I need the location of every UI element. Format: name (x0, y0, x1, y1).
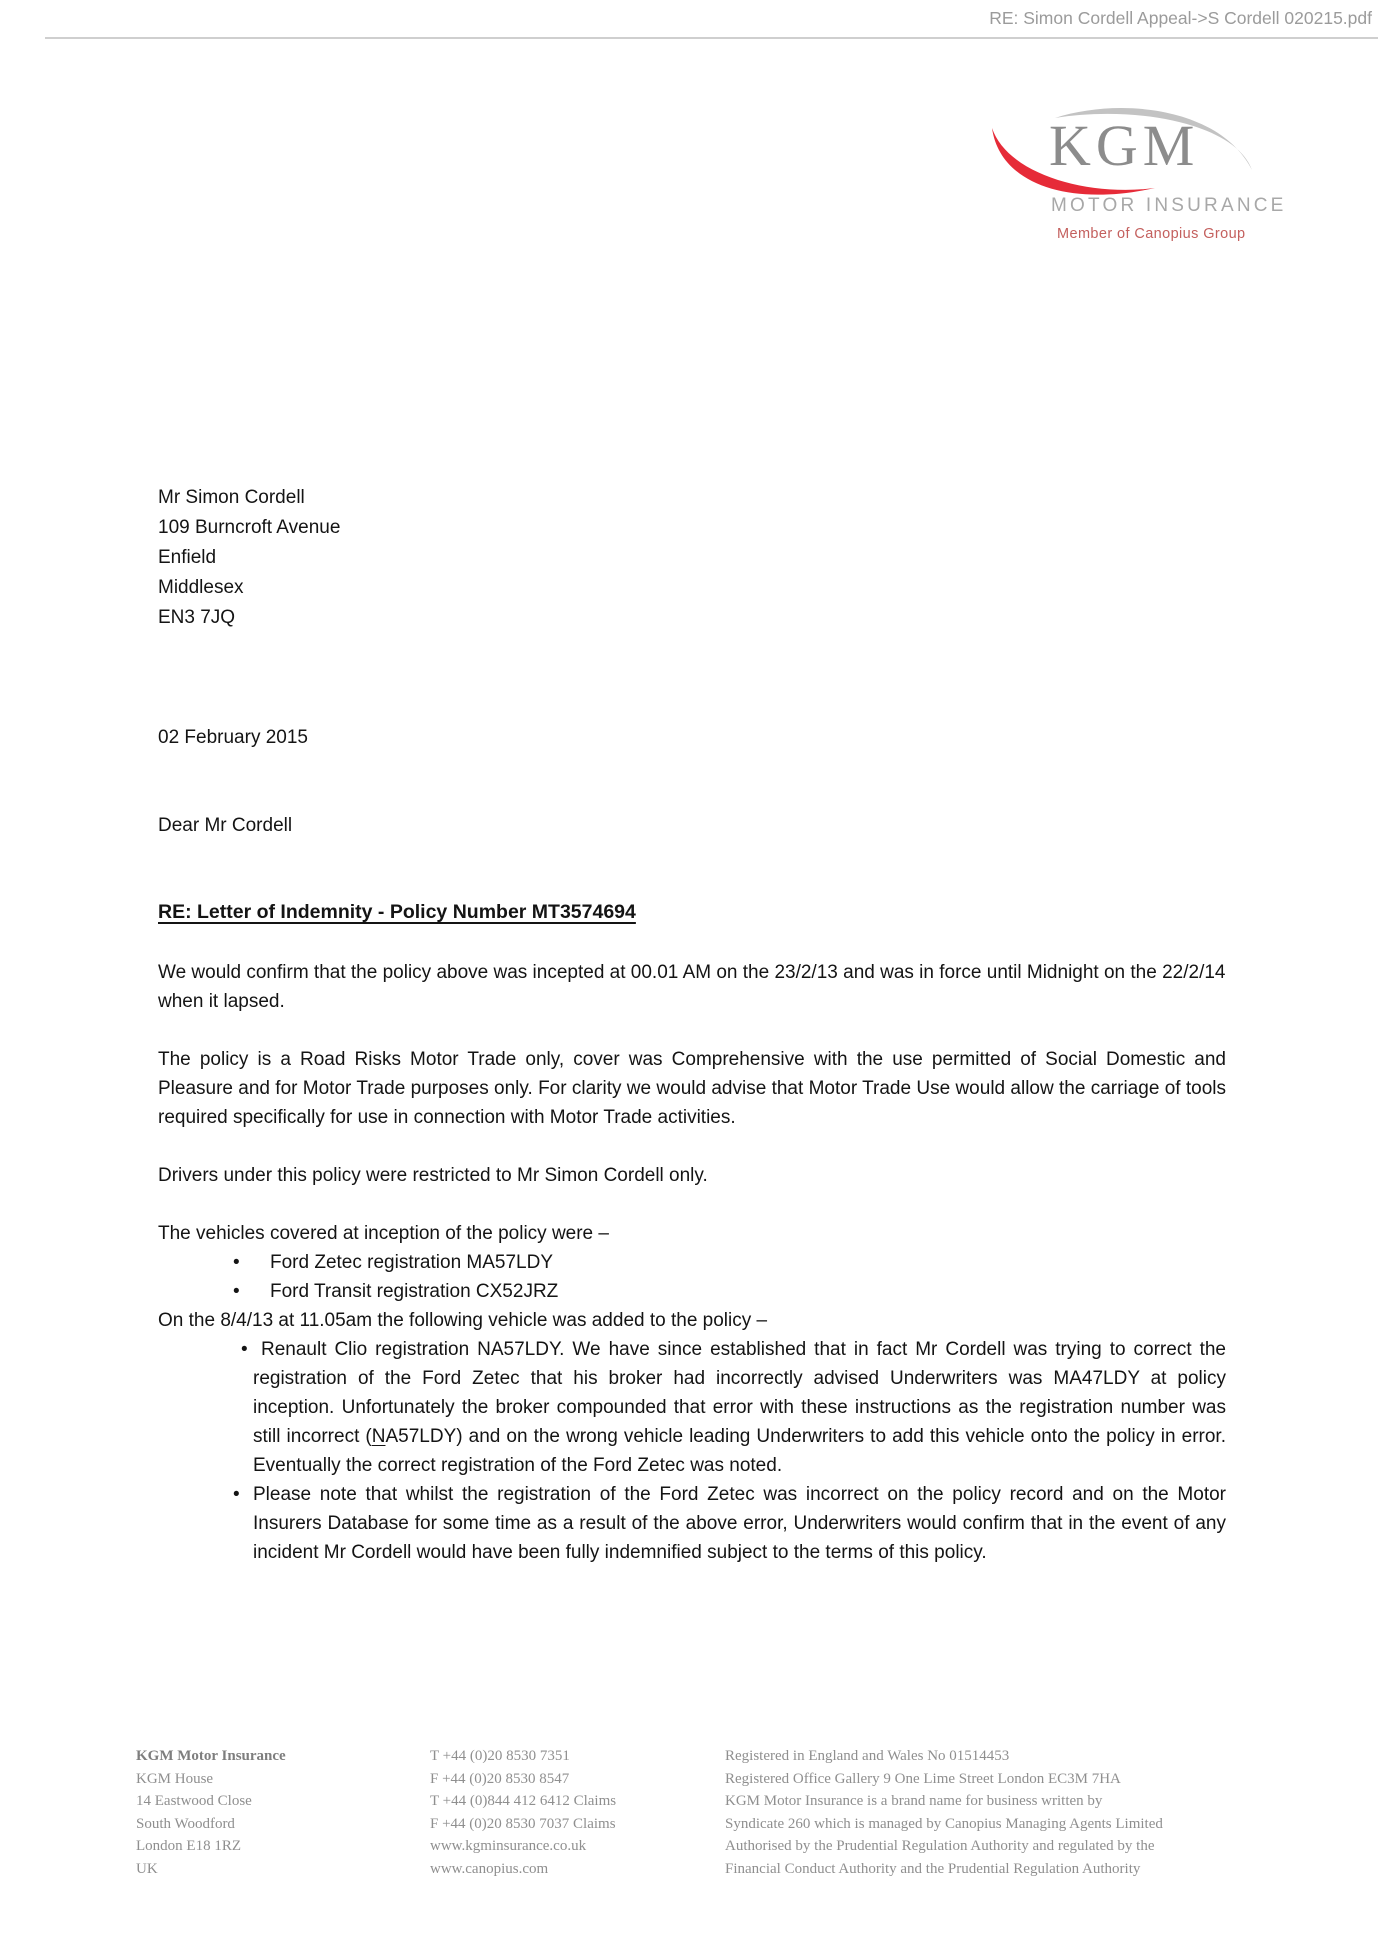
letter-body (158, 958, 1226, 1567)
footer-website-kgm: www.kgminsurance.co.uk (430, 1838, 587, 1854)
list-item-text: Please note that whilst the registration of the Ford Zetec was incorrect on the policy record and on the Motor Insurers Database for some time as a result of the above error, Underwriters would confirm that in the event of any incident Mr Cordell would have been fully indemnified subject to the terms of this policy. (253, 1484, 1226, 1563)
document-filename: RE: Simon Cordell Appeal->S Cordell 020215.pdf (989, 8, 1372, 28)
footer-claims-fax-line: F +44 (0)20 8530 7037 Claims (430, 1815, 616, 1832)
footer-legal-line: Authorised by the Prudential Regulation Authority and regulated by the (725, 1838, 1155, 1854)
paragraph-vehicles-intro: The vehicles covered at inception of the policy were – (158, 1223, 609, 1244)
list-item-text: Ford Transit registration CX52JRZ (270, 1281, 559, 1302)
footer-phone-line: T +44 (0)20 8530 7351 (430, 1748, 570, 1764)
footer-address-column (136, 1745, 286, 1880)
footer-contact-column (430, 1745, 616, 1880)
header-divider (45, 37, 1378, 39)
footer-address-line: South Woodford (136, 1815, 235, 1832)
paragraph-policy-type: The policy is a Road Risks Motor Trade only, cover was Comprehensive with the use permitted of Social Domestic and Pleasure and for Motor Trade purposes only. For clarity we would advise that Motor Trade Use would allow the carriage of tools required specifically for use in connection with Motor Trade activities. (158, 1049, 1226, 1128)
address-line: Enfield (158, 547, 217, 568)
salutation: Dear Mr Cordell (158, 815, 293, 836)
letter-date: 02 February 2015 (158, 727, 308, 748)
subject-line: RE: Letter of Indemnity - Policy Number MT3574694 (158, 901, 636, 923)
bullet-icon: • (241, 1339, 248, 1360)
footer-address-line: London E18 1RZ (136, 1838, 241, 1854)
footer-legal-line: Registered Office Gallery 9 One Lime Street London EC3M 7HA (725, 1770, 1121, 1787)
footer-fax-line: F +44 (0)20 8530 8547 (430, 1770, 570, 1787)
footer-address-line: KGM House (136, 1770, 214, 1787)
paragraph-inception: We would confirm that the policy above was incepted at 00.01 AM on the 23/2/13 and was in force until Midnight on the 22/2/14 when it lapsed. (158, 962, 1226, 1012)
footer-address-line: UK (136, 1860, 158, 1877)
renault-text-underlined: N (371, 1426, 386, 1447)
footer-website-canopius: www.canopius.com (430, 1860, 549, 1877)
footer-legal-line: KGM Motor Insurance is a brand name for business written by (725, 1793, 1103, 1809)
kgm-logo (985, 95, 1287, 255)
bullet-icon: • (233, 1281, 240, 1302)
address-line: Mr Simon Cordell (158, 487, 305, 508)
footer-address-line: 14 Eastwood Close (136, 1793, 252, 1809)
bullet-icon: • (233, 1484, 240, 1505)
footer-legal-column (725, 1745, 1163, 1880)
logo-membership: Member of Canopius Group (1057, 226, 1246, 242)
footer-legal-line: Syndicate 260 which is managed by Canopius Managing Agents Limited (725, 1815, 1163, 1832)
paragraph-vehicle-added: On the 8/4/13 at 11.05am the following vehicle was added to the policy – (158, 1310, 768, 1331)
logo-tagline: MOTOR INSURANCE (1051, 195, 1287, 216)
footer-claims-phone-line: T +44 (0)844 412 6412 Claims (430, 1793, 617, 1809)
renault-text-post: A57LDY) and on the wrong vehicle leading Underwriters to add this vehicle onto the policy in error. Eventually the correct registration of the Ford Zetec was noted. (253, 1426, 1226, 1476)
bullet-icon: • (233, 1252, 240, 1273)
list-item-ford-zetec (158, 1248, 1226, 1277)
footer-legal-line: Financial Conduct Authority and the Prudential Regulation Authority (725, 1860, 1141, 1877)
list-item-renault-clio (158, 1335, 1226, 1480)
renault-text-pre: Renault Clio registration NA57LDY. We have since established that in fact Mr Cordell was trying to correct the registration of the Ford Zetec that his broker had incorrectly advised Underwriters was MA47LDY at policy inception. Unfortunately the broker compounded that error with these instructions as the registration number was still incorrect ( (253, 1339, 1226, 1447)
footer-company-name: KGM Motor Insurance (136, 1748, 286, 1764)
address-line: Middlesex (158, 577, 244, 598)
list-item-ford-transit (158, 1277, 1226, 1306)
list-item-text: Ford Zetec registration MA57LDY (270, 1252, 554, 1273)
address-line: 109 Burncroft Avenue (158, 517, 341, 538)
address-line: EN3 7JQ (158, 607, 236, 628)
list-item-please-note (158, 1480, 1226, 1567)
paragraph-drivers: Drivers under this policy were restricted to Mr Simon Cordell only. (158, 1165, 708, 1186)
footer-legal-line: Registered in England and Wales No 01514453 (725, 1748, 1010, 1764)
recipient-address (158, 483, 340, 633)
list-item-text (253, 1339, 1226, 1476)
logo-brand-text: KGM (1049, 113, 1200, 178)
